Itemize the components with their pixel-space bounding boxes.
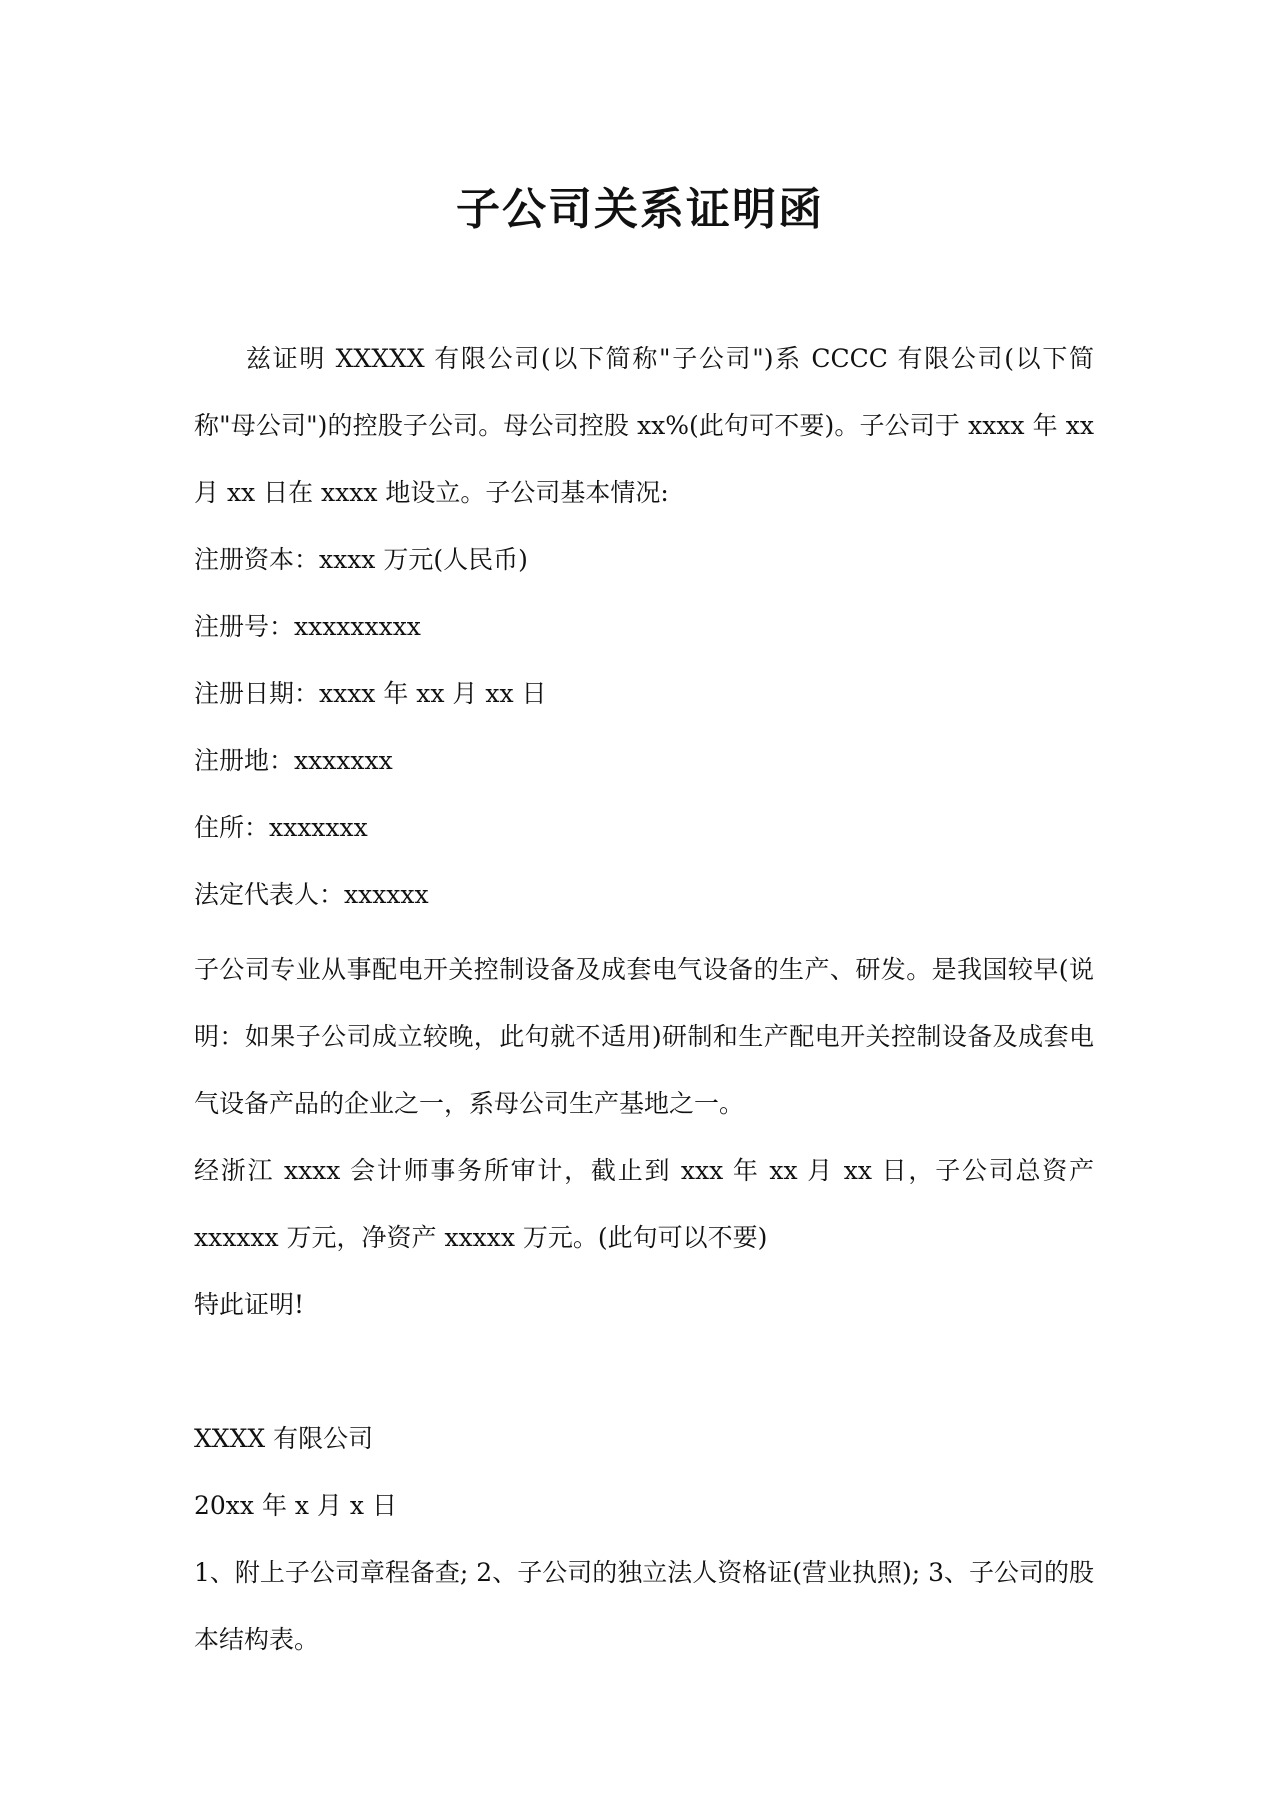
attachments-block: [194, 1539, 1094, 1673]
closing-line: 特此证明!: [194, 1290, 305, 1319]
registration-place: 注册地：xxxxxxx: [194, 746, 393, 775]
registered-capital: 注册资本：xxxx 万元(人民币): [194, 545, 528, 574]
business-block: [194, 936, 1094, 1137]
attachments-paragraph: 1、附上子公司章程备查; 2、子公司的独立法人资格证(营业执照); 3、子公司的股本结构表。: [194, 1558, 1094, 1654]
intro-paragraph: 兹证明 XXXXX 有限公司(以下简称"子公司")系 CCCC 有限公司(以下简称"母公司")的控股子公司。母公司控股 xx%(此句可不要)。子公司于 xxxx 年 xx 月 xx 日在 xxxx 地设立。子公司基本情况:: [194, 344, 1094, 507]
document-title: 子公司关系证明函: [456, 184, 824, 235]
registration-date: 注册日期：xxxx 年 xx 月 xx 日: [194, 679, 547, 708]
residence: 住所：xxxxxxx: [194, 813, 368, 842]
signature-company: XXXX 有限公司: [194, 1424, 374, 1453]
legal-representative: 法定代表人：xxxxxx: [194, 880, 429, 909]
registration-number: 注册号：xxxxxxxxx: [194, 612, 421, 641]
signature-date-block: [194, 1472, 1094, 1539]
audit-paragraph: 经浙江 xxxx 会计师事务所审计，截止到 xxx 年 xx 月 xx 日，子公司总资产 xxxxxx 万元，净资产 xxxxx 万元。(此句可以不要): [194, 1156, 1094, 1252]
audit-block: [194, 1137, 1094, 1271]
signature-date: 20xx 年 x 月 x 日: [194, 1491, 397, 1520]
intro-block: [194, 325, 1094, 526]
business-paragraph: 子公司专业从事配电开关控制设备及成套电气设备的生产、研发。是我国较早(说明：如果子公司成立较晚，此句就不适用)研制和生产配电开关控制设备及成套电气设备产品的企业之一，系母公司生产基地之一。: [194, 955, 1094, 1118]
closing-block: [194, 1271, 1094, 1338]
signature-company-block: [194, 1405, 1094, 1472]
company-details: [194, 526, 1094, 928]
